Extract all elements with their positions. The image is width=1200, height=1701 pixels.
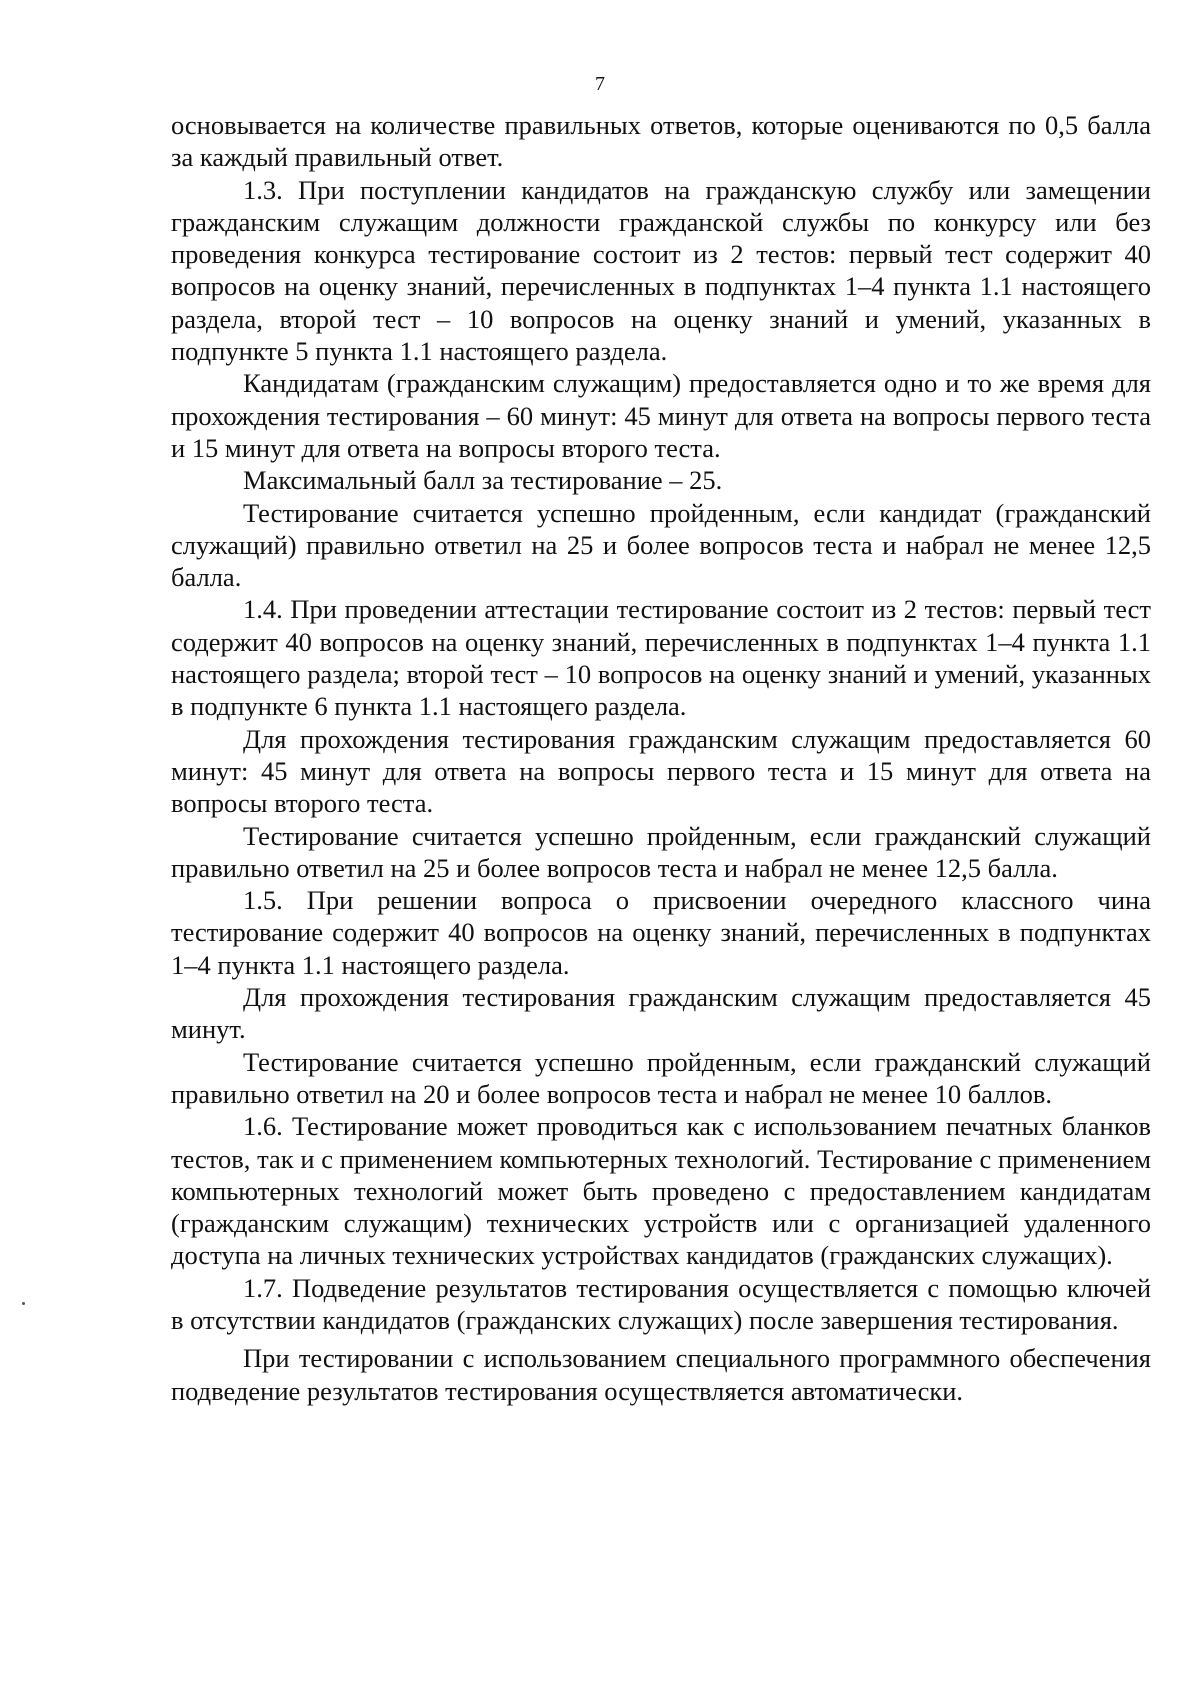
paragraph-1-3: 1.3. При поступлении кандидатов на гражданскую службу или замещении гражданским служащим должности гражданской службы по конкурсу или без проведения конкурса тестирование состоит из 2 тестов: первый тест содержит 40 вопросов на оценку знаний, перечисленных в подпунктах 1–4 пункта 1.1 настоящего раздела, второй тест – 10 вопросов на оценку знаний и умений, указанных в подпункте 5 пункта 1.1 настоящего раздела. bbox=[171, 174, 1151, 367]
paragraph-1-5-pass-criteria: Тестирование считается успешно пройденным, если гражданский служащий правильно ответил на 20 и более вопросов теста и набрал не менее 10 баллов. bbox=[171, 1046, 1151, 1109]
paragraph-1-5: 1.5. При решении вопроса о присвоении очередного классного чина тестирование содержит 40 вопросов на оценку знаний, перечисленных в подпунктах 1–4 пункта 1.1 настоящего раздела. bbox=[171, 885, 1151, 980]
paragraph-1-3-max-score: Максимальный балл за тестирование – 25. bbox=[243, 465, 723, 496]
document-body bbox=[171, 109, 1151, 1407]
paragraph-1-4-time: Для прохождения тестирования гражданским служащим предоставляется 60 минут: 45 минут для ответа на вопросы первого теста и 15 минут для ответа на вопросы второго теста. bbox=[171, 723, 1151, 819]
paragraph-continuation: основывается на количестве правильных ответов, которые оцениваются по 0,5 балла за каждый правильный ответ. bbox=[171, 110, 1151, 173]
paragraph-1-4: 1.4. При проведении аттестации тестирование состоит из 2 тестов: первый тест содержит 40 вопросов на оценку знаний, перечисленных в подпунктах 1–4 пункта 1.1 настоящего раздела; второй тест – 10 вопросов на оценку знаний и умений, указанных в подпункте 6 пункта 1.1 настоящего раздела. bbox=[171, 594, 1151, 722]
paragraph-1-3-pass-criteria: Тестирование считается успешно пройденным, если кандидат (гражданский служащий) правильно ответил на 25 и более вопросов теста и набрал не менее 12,5 балла. bbox=[171, 497, 1151, 593]
paragraph-1-7-automatic: При тестировании с использованием специального программного обеспечения подведение результатов тестирования осуществляется автоматически. bbox=[171, 1343, 1151, 1406]
page-number: 7 bbox=[595, 73, 605, 95]
scan-speck bbox=[22, 1302, 25, 1305]
paragraph-1-6: 1.6. Тестирование может проводиться как с использованием печатных бланков тестов, так и с применением компьютерных технологий. Тестирование с применением компьютерных технологий может быть проведено с предоставлением кандидатам (гражданским служащим) технических устройств или с организацией удаленного доступа на личных технических устройствах кандидатов (гражданских служащих). bbox=[171, 1111, 1151, 1271]
paragraph-1-5-time: Для прохождения тестирования гражданским служащим предоставляется 45 минут. bbox=[171, 982, 1151, 1045]
paragraph-1-7: 1.7. Подведение результатов тестирования осуществляется с помощью ключей в отсутствии кандидатов (гражданских служащих) после завершения тестирования. bbox=[171, 1272, 1151, 1335]
paragraph-1-4-pass-criteria: Тестирование считается успешно пройденным, если гражданский служащий правильно ответил на 25 и более вопросов теста и набрал не менее 12,5 балла. bbox=[171, 820, 1151, 883]
paragraph-1-3-time: Кандидатам (гражданским служащим) предоставляется одно и то же время для прохождения тестирования – 60 минут: 45 минут для ответа на вопросы первого теста и 15 минут для ответа на вопросы второго теста. bbox=[171, 368, 1151, 463]
